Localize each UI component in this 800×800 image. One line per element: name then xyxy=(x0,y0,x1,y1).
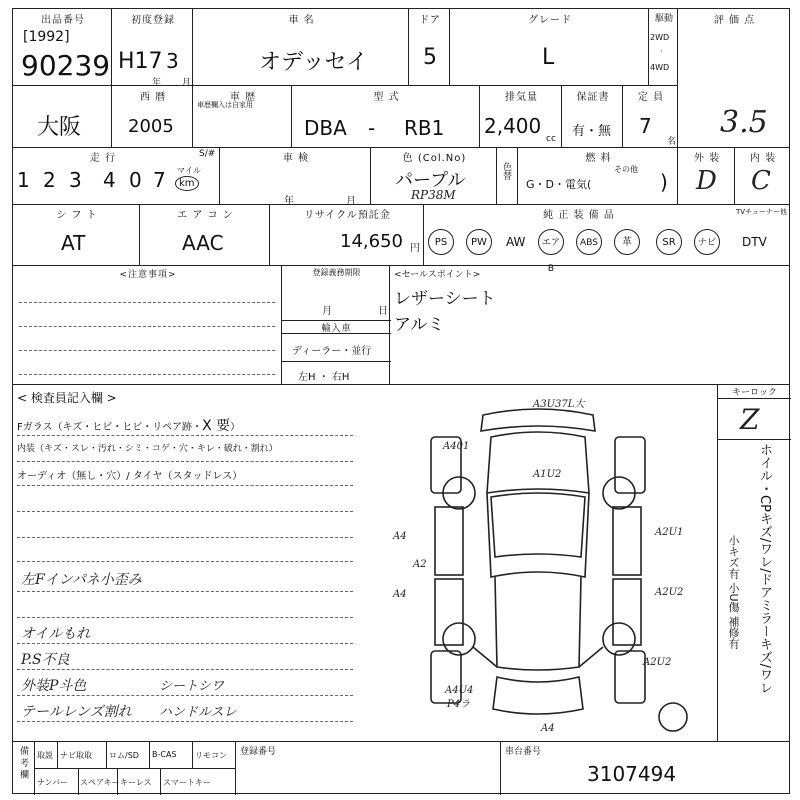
option-label: 取説 xyxy=(37,751,53,760)
option-cell xyxy=(160,768,236,795)
shaken-year: 年 xyxy=(284,196,294,207)
mileage-digit: 3 xyxy=(69,168,82,192)
drive-4wd: 4WD xyxy=(650,63,670,72)
km-unit-circled: km xyxy=(175,176,199,191)
inspector-note: P.S不良 xyxy=(21,652,70,668)
color-change-cell xyxy=(496,147,518,205)
right-rear-door xyxy=(613,579,641,645)
score-cell xyxy=(677,8,790,148)
shift-cell xyxy=(12,204,140,266)
warranty-cell xyxy=(561,85,623,148)
steering: 左H ・ 右H xyxy=(298,372,350,383)
history-cell xyxy=(192,85,292,148)
equipment-airbag-circled: エアB xyxy=(538,229,564,255)
option-label: キーレス xyxy=(120,778,152,787)
mile-unit: マイル xyxy=(177,166,201,175)
inspector-note: テールレンズ割れ xyxy=(21,704,132,720)
lot-code: [1992] xyxy=(23,29,70,45)
mileage-digit: 0 xyxy=(129,168,142,192)
interior-cell xyxy=(734,147,790,205)
drive-cell xyxy=(648,8,678,86)
first-reg-month: 3 xyxy=(166,49,179,73)
glass-mark: X 要 xyxy=(202,418,231,434)
inspector-note: 外装P斗色 xyxy=(21,678,87,694)
warranty-label: 保証書 xyxy=(576,92,610,103)
damage-mark: A4 xyxy=(541,723,555,734)
month-unit: 月 xyxy=(182,78,192,88)
color-label: 色 (Col.No) xyxy=(402,153,467,164)
lot-label: 出品番号 xyxy=(41,15,85,26)
right-rear-fender xyxy=(615,651,645,703)
seats-value: 7 xyxy=(639,114,652,138)
model-year: 2005 xyxy=(128,116,174,137)
import-type: ディーラー・並行 xyxy=(292,346,372,357)
fuel-cell xyxy=(517,147,678,205)
notes-line xyxy=(19,374,275,375)
cc-cell xyxy=(479,85,562,148)
side-column xyxy=(717,384,790,742)
fuel-label: 燃 料 xyxy=(585,153,612,164)
ac-cell xyxy=(139,204,270,266)
lot-number: 90239 xyxy=(21,49,111,82)
inspector-area xyxy=(12,384,718,742)
mileage-digit: 1 xyxy=(17,168,30,192)
door-cell xyxy=(408,8,450,86)
color-name: パープル xyxy=(395,170,466,191)
reg-number-label: 登録番号 xyxy=(240,747,277,757)
inspector-note: オイルもれ xyxy=(21,626,91,642)
mileage-digit: 4 xyxy=(103,168,116,192)
interior-label: 内 装 xyxy=(749,153,777,164)
option-label: リモコン xyxy=(195,751,227,760)
type-sep: - xyxy=(368,116,376,140)
color-code: RP38M xyxy=(411,188,456,202)
fuel-other: その他 xyxy=(614,165,638,174)
inspector-line xyxy=(17,669,353,670)
notes-cell xyxy=(12,265,282,385)
windshield-roof xyxy=(487,493,589,577)
shaken-label: 車 検 xyxy=(282,153,310,164)
ac-value: AAC xyxy=(182,231,224,255)
lot-cell xyxy=(12,8,112,86)
damage-mark: A4 xyxy=(393,589,407,600)
interior-grade: C xyxy=(751,166,771,196)
notes-line xyxy=(19,326,275,327)
cc-unit: cc xyxy=(546,134,556,144)
option-label: スペアキー xyxy=(80,778,120,787)
damage-mark: A2U2 xyxy=(643,657,672,668)
recycle-value: 14,650 xyxy=(340,231,403,252)
door-label: ドア xyxy=(419,15,441,26)
inspector-note-right: ハンドルスレ xyxy=(159,705,237,720)
model-year-cell xyxy=(111,85,193,148)
option-label: B-CAS xyxy=(152,750,177,759)
car-damage-diagram xyxy=(373,397,703,737)
type-label: 型 式 xyxy=(373,92,400,103)
inspector-line xyxy=(17,511,353,512)
seats-cell xyxy=(622,85,678,148)
option-cell xyxy=(149,742,193,769)
mileage-digit: 7 xyxy=(153,168,166,192)
exterior-cell xyxy=(677,147,735,205)
equipment-abs-circled: ABS xyxy=(576,229,602,255)
sales-point: レザーシート xyxy=(394,289,496,309)
auction-sheet xyxy=(12,8,790,794)
damage-mark: A1U2 xyxy=(533,469,562,480)
first-reg-era: H17 xyxy=(118,49,163,74)
option-cell xyxy=(78,768,118,795)
swap-label: S/# xyxy=(199,149,216,159)
parts-vertical-text: ホイル・CPキズ/ワレ/ドアミラーキズ/ワレ xyxy=(757,443,772,695)
option-label: スマートキー xyxy=(163,778,211,787)
option-cell xyxy=(192,742,236,769)
inspector-line xyxy=(17,461,353,462)
color-cell xyxy=(370,147,497,205)
inspector-note-right: シートシワ xyxy=(159,679,225,694)
glass-text: Fガラス（キズ・ヒビ・ヒビ・リペア跡・ xyxy=(17,422,203,433)
spare-wheel xyxy=(659,703,687,731)
rear-body xyxy=(495,577,581,670)
history-note: 車歴欄入は自家用 xyxy=(197,101,253,109)
drive-label: 駆動 xyxy=(654,14,673,24)
type-cell xyxy=(291,85,480,148)
shift-value: AT xyxy=(61,231,86,255)
notes-line xyxy=(19,302,275,303)
seats-label: 定 員 xyxy=(637,92,665,103)
color-change-label: 色替 xyxy=(501,162,511,180)
option-cell xyxy=(34,768,79,795)
equipment-sr-circled: SR xyxy=(656,229,682,255)
equipment-navi-circled: ナビ xyxy=(694,229,720,255)
shaken-month: 月 xyxy=(346,196,356,207)
keylock-mark: Z xyxy=(740,403,760,436)
footer xyxy=(12,741,790,794)
audio-line: オーディオ（無し・穴）/ タイヤ（スタッドレス） xyxy=(17,471,243,482)
rear-bumper xyxy=(493,677,583,714)
equipment-cell xyxy=(423,204,790,274)
right-front-door xyxy=(613,507,641,575)
cc-value: 2,400 xyxy=(484,114,542,138)
drive-2wd: 2WD xyxy=(650,33,670,42)
import-label: 輸入車 xyxy=(321,324,352,334)
left-rear-door xyxy=(435,579,463,645)
type-code: RB1 xyxy=(404,116,445,140)
first-reg-label: 初度登録 xyxy=(131,15,175,26)
front-bumper xyxy=(481,409,595,431)
inspector-line xyxy=(17,485,353,486)
inspector-title: < 検査員記入欄 > xyxy=(17,391,117,405)
chassis-number: 3107494 xyxy=(587,762,677,786)
damage-mark: P4ラ xyxy=(447,699,471,710)
inspector-line xyxy=(17,643,353,644)
grade-cell xyxy=(449,8,649,86)
car-name-cell xyxy=(192,8,409,86)
inspector-line xyxy=(17,721,353,722)
registration-cell xyxy=(281,265,390,385)
reg-deadline-label: 登録義務期限 xyxy=(312,268,361,277)
damage-mark: A2 xyxy=(413,559,427,570)
history-label: 車 歴 xyxy=(229,92,257,103)
door-count: 5 xyxy=(423,45,437,70)
keylock-label: キーロック xyxy=(732,388,777,398)
interior-line: 内装（キズ・スレ・汚れ・シミ・コゲ・穴・キレ・破れ・割れ） xyxy=(17,444,278,454)
inspector-line xyxy=(17,617,353,618)
damage-mark: A3U37L大 xyxy=(533,399,585,410)
score-value: 3.5 xyxy=(720,105,768,140)
roof xyxy=(491,493,585,557)
option-cell xyxy=(34,742,58,769)
fuel-close: ) xyxy=(660,170,668,194)
recycle-cell xyxy=(269,204,424,266)
notes-line xyxy=(19,350,275,351)
notes-label: <注意事項> xyxy=(119,270,177,280)
chassis-label: 車台番号 xyxy=(505,747,542,757)
rear-pillars xyxy=(473,647,603,667)
keylock-header xyxy=(718,385,791,399)
first-reg-cell xyxy=(111,8,193,86)
equipment-pw-circled: PW xyxy=(466,229,492,255)
reg-number-cell xyxy=(235,742,501,795)
damage-mark: A401 xyxy=(443,441,470,452)
option-cell xyxy=(57,742,107,769)
option-label: ナビ取取 xyxy=(60,751,92,760)
shaken-cell xyxy=(219,147,371,205)
parts-vertical-sub: 小キズ有 小U傷 補修有 xyxy=(727,535,740,650)
fuel-options: G・D・電気( xyxy=(526,178,592,191)
shift-label: シ フ ト xyxy=(56,210,98,221)
inspector-line xyxy=(17,435,353,436)
reg-day: 日 xyxy=(378,306,388,317)
car-name-label: 車 名 xyxy=(288,15,315,26)
option-cell xyxy=(117,768,161,795)
car-name: オデッセイ xyxy=(259,50,368,75)
option-cell xyxy=(106,742,150,769)
region: 大阪 xyxy=(37,115,82,140)
equipment-label: 純 正 装 備 品 xyxy=(543,210,615,221)
damage-mark: A4U4 xyxy=(445,685,474,696)
keylock-divider xyxy=(718,439,791,440)
sales-label: <セールスポイント> xyxy=(394,270,481,280)
equipment-aw: AW xyxy=(506,235,526,249)
mileage-label: 走 行 xyxy=(89,153,117,164)
equipment-dtv: DTV xyxy=(742,235,767,249)
type-prefix: DBA xyxy=(304,116,347,140)
import-header xyxy=(282,320,391,334)
hood xyxy=(487,432,589,493)
recycle-unit: 円 xyxy=(410,243,420,254)
right-front-fender xyxy=(615,437,645,493)
left-rear-wheel xyxy=(443,623,475,655)
exterior-label: 外 装 xyxy=(693,153,721,164)
grade-label: グレード xyxy=(528,15,572,26)
remarks-label: 備 考 欄 xyxy=(18,746,28,779)
option-label: ナンバー xyxy=(37,778,69,787)
warranty-value: 有・無 xyxy=(572,124,612,139)
cc-label: 排気量 xyxy=(505,92,538,103)
import-divider xyxy=(282,361,391,362)
inspector-line xyxy=(17,591,353,592)
inspector-line xyxy=(17,695,353,696)
inspector-note: 左Fインパネ小歪み xyxy=(21,572,142,588)
model-year-label: 西 暦 xyxy=(139,92,167,103)
remarks-label-cell xyxy=(13,742,35,795)
damage-mark: A2U1 xyxy=(655,527,684,538)
mileage-digit: 2 xyxy=(43,168,56,192)
seats-unit: 名 xyxy=(667,137,677,147)
sales-point: アルミ xyxy=(394,315,445,335)
ac-label: エ ア コ ン xyxy=(177,210,234,221)
tv-label: TVチューナー他 xyxy=(736,208,787,216)
equipment-ps-circled: PS xyxy=(428,229,454,255)
glass-line xyxy=(17,415,240,435)
score-label: 評 価 点 xyxy=(713,15,756,26)
exterior-grade: D xyxy=(696,166,717,196)
year-unit: 年 xyxy=(152,78,162,88)
mileage-cell xyxy=(12,147,220,205)
sales-cell xyxy=(389,265,790,385)
recycle-label: リサイクル預託金 xyxy=(304,210,391,221)
damage-mark: A2U2 xyxy=(655,587,684,598)
reg-month: 月 xyxy=(322,306,332,317)
option-label: ロム/SD xyxy=(109,751,139,760)
inspector-line xyxy=(17,537,353,538)
drive-dot: · xyxy=(660,47,663,56)
glass-close: ） xyxy=(230,422,241,433)
grade: L xyxy=(542,45,555,70)
inspector-line xyxy=(17,561,353,562)
left-front-door xyxy=(435,507,463,575)
equipment-leather-circled: 革 xyxy=(614,229,640,255)
region-cell xyxy=(12,85,112,148)
damage-mark: A4 xyxy=(393,531,407,542)
